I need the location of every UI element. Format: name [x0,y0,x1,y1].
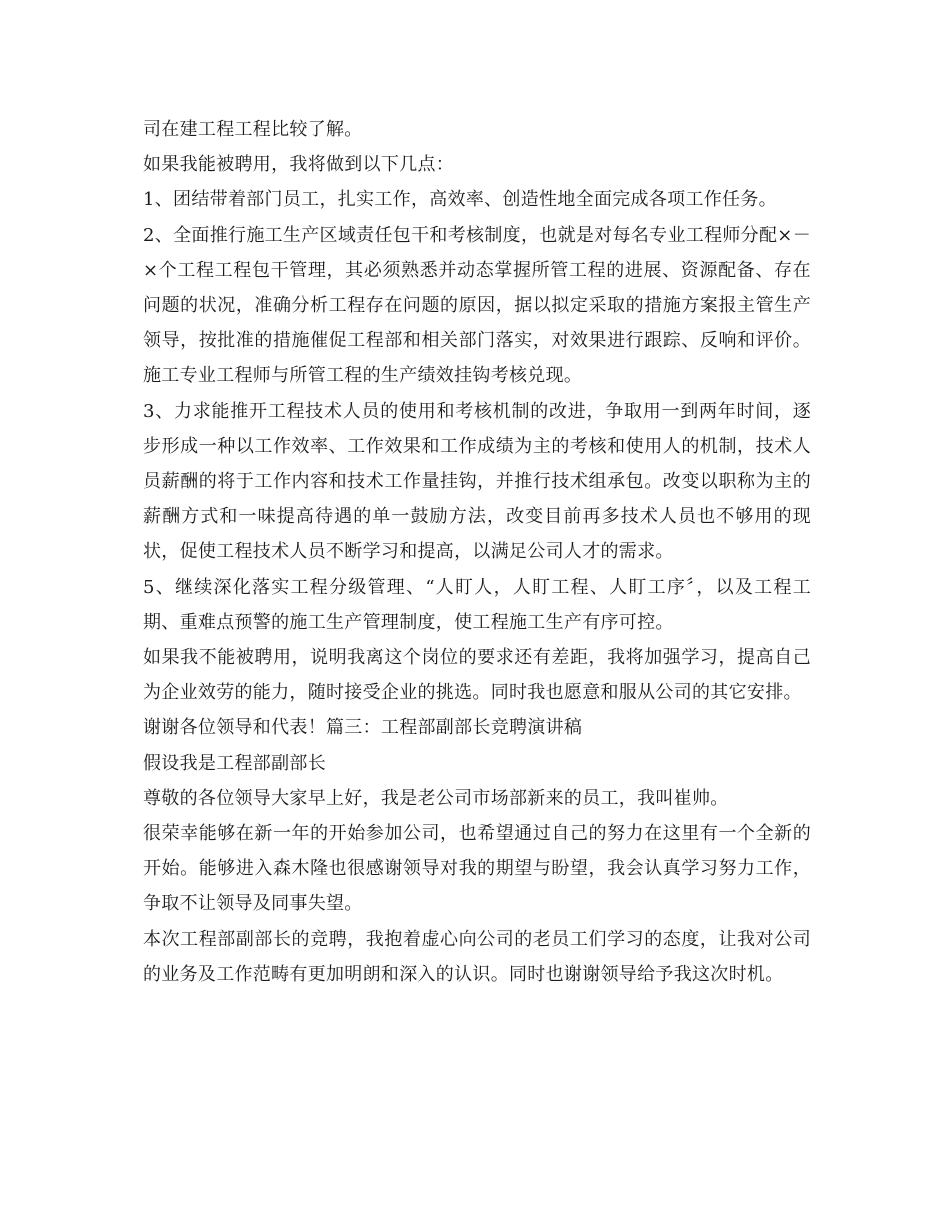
paragraph-3: 1、团结带着部门员工，扎实工作，高效率、创造性地全面完成各项工作任务。 [143,189,777,211]
paragraph-2: 如果我能被聘用，我将做到以下几点： [143,154,455,176]
paragraph-7: 如果我不能被聘用，说明我离这个岗位的要求还有差距，我将加强学习，提高自己为企业效劳的能力，随时接受企业的挑选。同时我也愿意和服从公司的其它安排。 [143,647,811,704]
paragraph-5: 3、力求能推开工程技术人员的使用和考核机制的改进，争取用一到两年时间，逐步形成一种以工作效率、工作效果和工作成绩为主的考核和使用人的机制，技术人员薪酬的将于工作内容和技术工作量挂钩，并推行技术组承包。改变以职称为主的薪酬方式和一味提高待遇的单一鼓励方法，改变目前再多技术人员也不够用的现状，促使工程技术人员不断学习和提高，以满足公司人才的需求。 [143,400,811,563]
document-body [143,112,811,992]
paragraph-10: 尊敬的各位领导大家早上好，我是老公司市场部新来的员工，我叫崔帅。 [143,787,729,809]
paragraph-11: 很荣幸能够在新一年的开始参加公司，也希望通过自己的努力在这里有一个全新的开始。能够进入森木隆也很感谢领导对我的期望与盼望，我会认真学习努力工作，争取不让领导及同事失望。 [143,823,811,915]
paragraph-1: 司在建工程工程比较了解。 [143,119,363,140]
paragraph-6: 5、继续深化落实工程分级管理、“人盯人，人盯工程、人盯工序〞，以及工程工期、重难点预警的施工生产管理制度，使工程施工生产有序可控。 [143,576,811,633]
paragraph-12: 本次工程部副部长的竞聘，我抱着虚心向公司的老员工们学习的态度，让我对公司的业务及工作范畴有更加明朗和深入的认识。同时也谢谢领导给予我这次时机。 [143,928,811,985]
paragraph-4: 2、全面推行施工生产区域责任包干和考核制度，也就是对每名专业工程师分配×－×个工程工程包干管理，其必须熟悉并动态掌握所管工程的进展、资源配备、存在问题的状况，准确分析工程存在问题的原因，据以拟定采取的措施方案报主管生产领导，按批准的措施催促工程部和相关部门落实，对效果进行跟踪、反响和评价。施工专业工程师与所管工程的生产绩效挂钩考核兑现。 [143,224,811,387]
paragraph-9: 假设我是工程部副部长 [143,752,326,774]
paragraph-8: 谢谢各位领导和代表！篇三：工程部副部长竞聘演讲稿 [143,717,583,739]
